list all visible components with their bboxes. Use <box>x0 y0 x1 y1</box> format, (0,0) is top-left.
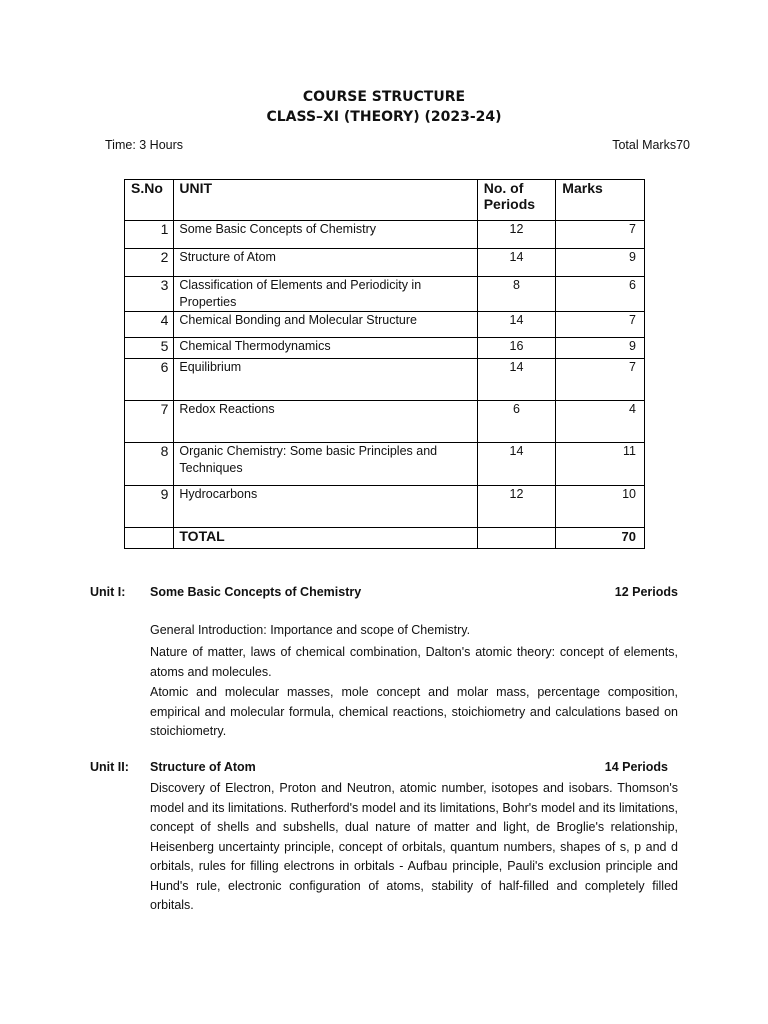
row-marks: 7 <box>556 312 645 338</box>
table-row <box>125 338 645 359</box>
row-periods: 12 <box>477 486 556 528</box>
row-sno: 4 <box>125 312 174 338</box>
row-periods: 14 <box>477 359 556 401</box>
row-unit: Redox Reactions <box>174 401 477 443</box>
table-row <box>125 221 645 249</box>
unit1-paragraph: General Introduction: Importance and scope of Chemistry. <box>150 623 471 637</box>
total-label: TOTAL <box>174 528 477 549</box>
row-marks: 6 <box>556 277 645 312</box>
header-marks: Marks <box>556 180 645 221</box>
row-sno: 2 <box>125 249 174 277</box>
header-unit: UNIT <box>174 180 477 221</box>
table-row <box>125 249 645 277</box>
row-periods: 6 <box>477 401 556 443</box>
row-periods: 14 <box>477 443 556 486</box>
unit1-title: Some Basic Concepts of Chemistry <box>150 585 362 599</box>
unit1-label: Unit I: <box>90 585 126 599</box>
row-marks: 4 <box>556 401 645 443</box>
unit1-paragraph: Atomic and molecular masses, mole concept and molar mass, percentage composition, empirical and molecular formula, chemical reactions, stoichiometry and calculations based on stoichiometry. <box>150 685 678 738</box>
row-sno: 5 <box>125 338 174 359</box>
row-unit: Chemical Thermodynamics <box>174 338 477 359</box>
row-sno: 9 <box>125 486 174 528</box>
row-periods: 14 <box>477 312 556 338</box>
table-header-row <box>125 180 645 221</box>
header-sno: S.No <box>125 180 174 221</box>
table-row <box>125 443 645 486</box>
total-empty-cell <box>125 528 174 549</box>
row-sno: 8 <box>125 443 174 486</box>
exam-time: Time: 3 Hours <box>105 138 184 152</box>
row-sno: 1 <box>125 221 174 249</box>
row-unit: Classification of Elements and Periodicity in Properties <box>174 277 477 312</box>
total-marks: Total Marks70 <box>612 138 690 152</box>
row-marks: 11 <box>556 443 645 486</box>
row-marks: 10 <box>556 486 645 528</box>
row-sno: 3 <box>125 277 174 312</box>
row-sno: 6 <box>125 359 174 401</box>
row-marks: 7 <box>556 221 645 249</box>
header-periods: No. of Periods <box>477 180 556 221</box>
row-periods: 16 <box>477 338 556 359</box>
total-marks-value: 70 <box>556 528 645 549</box>
table-row <box>125 401 645 443</box>
row-unit: Chemical Bonding and Molecular Structure <box>174 312 477 338</box>
page-subtitle: CLASS–XI (THEORY) (2023-24) <box>266 109 502 125</box>
row-periods: 14 <box>477 249 556 277</box>
row-unit: Structure of Atom <box>174 249 477 277</box>
page-title: COURSE STRUCTURE <box>302 89 466 105</box>
row-unit: Some Basic Concepts of Chemistry <box>174 221 477 249</box>
unit2-paragraph: Discovery of Electron, Proton and Neutron, atomic number, isotopes and isobars. Thomson's model and its limitations. Rutherford's model and its limitations, Bohr's model and its limitations, concept of shells and subshells, dual nature of matter and light, de Broglie's relationship, Heisenberg uncertainty principle, concept of orbitals, quantum numbers, shapes of s, p and d orbitals, rules for filling electrons in orbitals - Aufbau principle, Pauli's exclusion principle and Hund's rule, electronic configuration of atoms, stability of half-filled and completely filled orbitals. <box>150 781 678 912</box>
unit2-periods: 14 Periods <box>604 760 668 774</box>
table-row <box>125 277 645 312</box>
row-periods: 8 <box>477 277 556 312</box>
row-sno: 7 <box>125 401 174 443</box>
course-table <box>124 179 645 549</box>
row-unit: Hydrocarbons <box>174 486 477 528</box>
row-periods: 12 <box>477 221 556 249</box>
unit2-label: Unit II: <box>90 760 129 774</box>
row-marks: 9 <box>556 338 645 359</box>
row-unit: Equilibrium <box>174 359 477 401</box>
row-marks: 7 <box>556 359 645 401</box>
total-periods-cell <box>477 528 556 549</box>
row-unit: Organic Chemistry: Some basic Principles and Techniques <box>174 443 477 486</box>
table-row <box>125 359 645 401</box>
unit1-paragraph: Nature of matter, laws of chemical combination, Dalton's atomic theory: concept of elements, atoms and molecules. <box>150 645 678 679</box>
unit2-title: Structure of Atom <box>150 760 256 774</box>
table-total-row <box>125 528 645 549</box>
table-row <box>125 486 645 528</box>
unit1-periods: 12 Periods <box>614 585 678 599</box>
row-marks: 9 <box>556 249 645 277</box>
table-row <box>125 312 645 338</box>
